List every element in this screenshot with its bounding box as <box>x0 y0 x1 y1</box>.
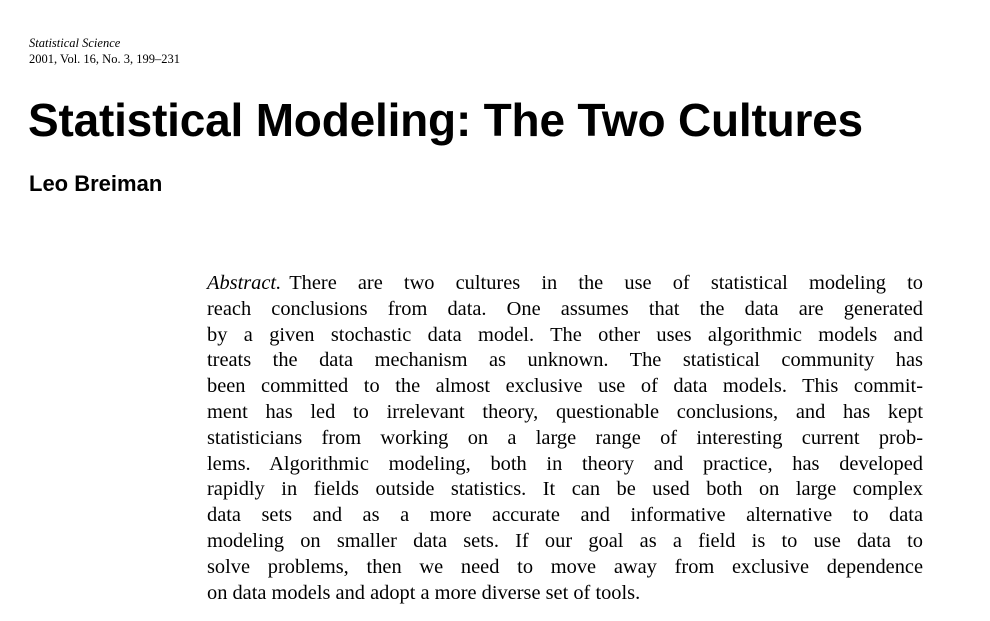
abstract-line: been committed to the almost exclusive use of data models. This commit- <box>207 375 923 398</box>
abstract-line: reach conclusions from data. One assumes that the data are generated <box>207 297 923 320</box>
abstract-line: rapidly in fields outside statistics. It can be used both on large complex <box>207 478 923 501</box>
abstract-line <box>207 271 923 297</box>
abstract-line: modeling on smaller data sets. If our goal as a field is to use data to <box>207 529 923 552</box>
abstract-line: lems. Algorithmic modeling, both in theory and practice, has developed <box>207 452 923 475</box>
abstract-line: treats the data mechanism as unknown. The statistical community has <box>207 349 923 372</box>
abstract-line: by a given stochastic data model. The other uses algorithmic models and <box>207 323 923 346</box>
abstract-line: data sets and as a more accurate and informative alternative to data <box>207 504 923 527</box>
abstract-line: ment has led to irrelevant theory, questionable conclusions, and has kept <box>207 400 923 423</box>
abstract-line: statisticians from working on a large range of interesting current prob- <box>207 426 923 449</box>
abstract-line: solve problems, then we need to move away from exclusive dependence <box>207 555 923 578</box>
abstract <box>207 271 923 606</box>
paper-author: Leo Breiman <box>29 171 163 196</box>
abstract-line-text: There are two cultures in the use of statistical modeling to <box>289 272 923 294</box>
journal-citation <box>29 35 180 67</box>
paper-title: Statistical Modeling: The Two Cultures <box>28 94 863 146</box>
journal-volume: 2001, Vol. 16, No. 3, 199–231 <box>29 52 180 66</box>
abstract-label: Abstract. <box>207 272 282 294</box>
journal-name: Statistical Science <box>29 36 121 50</box>
abstract-line: on data models and adopt a more diverse set of tools. <box>207 581 641 604</box>
